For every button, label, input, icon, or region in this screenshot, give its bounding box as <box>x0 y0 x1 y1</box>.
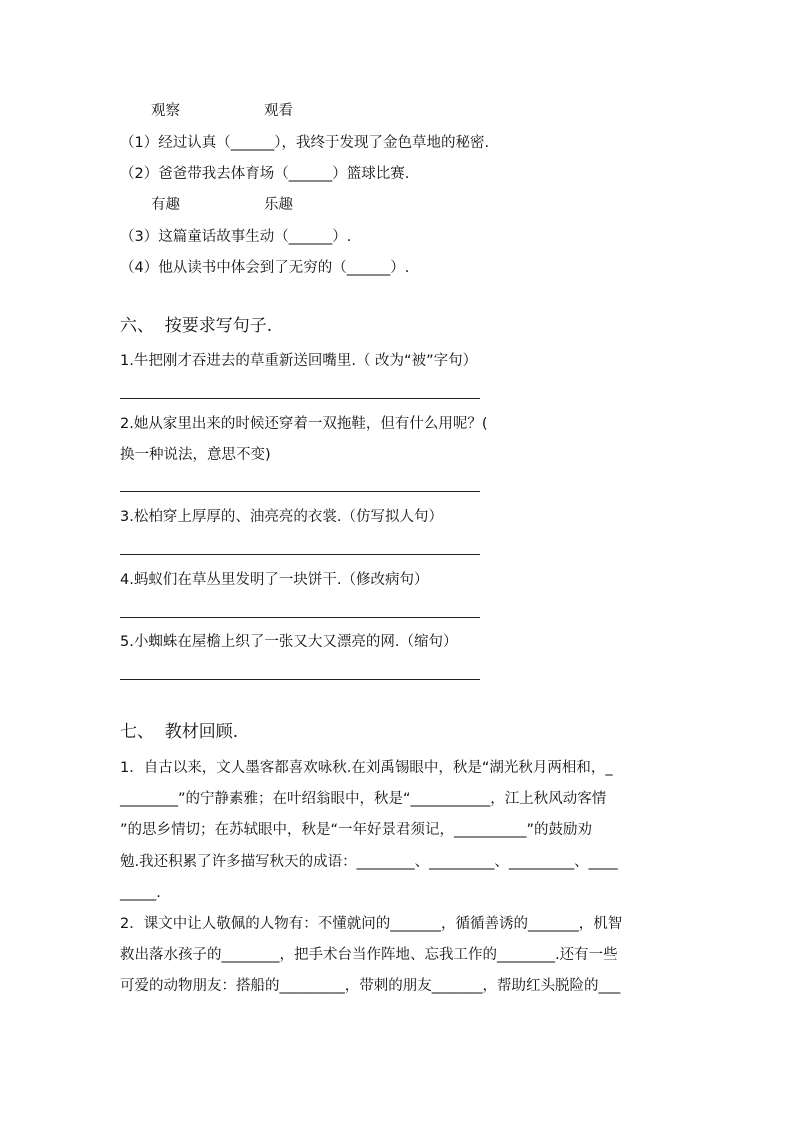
exercise-item-continued: 换一种说法，意思不变) <box>120 447 271 463</box>
question-2: （2）爸爸带我去体育场（______）篮球比赛. <box>120 166 410 182</box>
exercise-item: 5.小蜘蛛在屋檐上织了一张又大又漂亮的网.（缩句） <box>120 634 458 650</box>
review-line: 可爱的动物朋友：搭船的_________，带刺的朋友_______，帮助红头脱险的___ <box>120 978 621 994</box>
answer-line[interactable] <box>120 491 480 492</box>
option-word: 有趣 <box>151 197 180 213</box>
section-six-heading: 六、 按要求写句子. <box>120 316 273 336</box>
exercise-item: 1.牛把刚才吞进去的草重新送回嘴里.（ 改为“被”字句） <box>120 353 478 369</box>
answer-line[interactable] <box>120 617 480 618</box>
review-line: ________”的宁静素雅；在叶绍翁眼中，秋是“___________，江上秋风动客情 <box>120 791 607 807</box>
answer-line[interactable] <box>120 679 480 680</box>
review-line: _____. <box>120 885 161 901</box>
review-line: ”的思乡情切；在苏轼眼中，秋是“一年好景君须记，__________”的鼓励劝 <box>120 822 593 838</box>
exercise-item: 4.蚂蚁们在草丛里发明了一块饼干.（修改病句） <box>120 572 429 588</box>
section-seven-heading: 七、 教材回顾. <box>120 722 239 742</box>
answer-line[interactable] <box>120 398 480 399</box>
review-line: 勉.我还积累了许多描写秋天的成语：________、_________、_________、____ <box>120 854 618 870</box>
exercise-item: 2.她从家里出来的时候还穿着一双拖鞋，但有什么用呢？( <box>120 416 488 432</box>
option-word: 观看 <box>264 103 293 119</box>
option-word: 乐趣 <box>264 197 293 213</box>
exercise-item: 3.松柏穿上厚厚的、油亮亮的衣裳.（仿写拟人句） <box>120 509 443 525</box>
question-1: （1）经过认真（______），我终于发现了金色草地的秘密. <box>120 135 490 151</box>
question-4: （4）他从读书中体会到了无穷的（______）. <box>120 260 410 276</box>
review-line: 救出落水孩子的________，把手术台当作阵地、忘我工作的________.还有一些 <box>120 947 618 963</box>
answer-line[interactable] <box>120 554 480 555</box>
question-3: （3）这篇童话故事生动（______）. <box>120 229 352 245</box>
review-line: 2．课文中让人敬佩的人物有：不懂就问的_______，循循善诱的_______，机智 <box>120 916 623 932</box>
review-line: 1．自古以来，文人墨客都喜欢咏秋.在刘禹锡眼中，秋是“湖光秋月两相和，_ <box>120 760 613 776</box>
option-word: 观察 <box>151 103 180 119</box>
